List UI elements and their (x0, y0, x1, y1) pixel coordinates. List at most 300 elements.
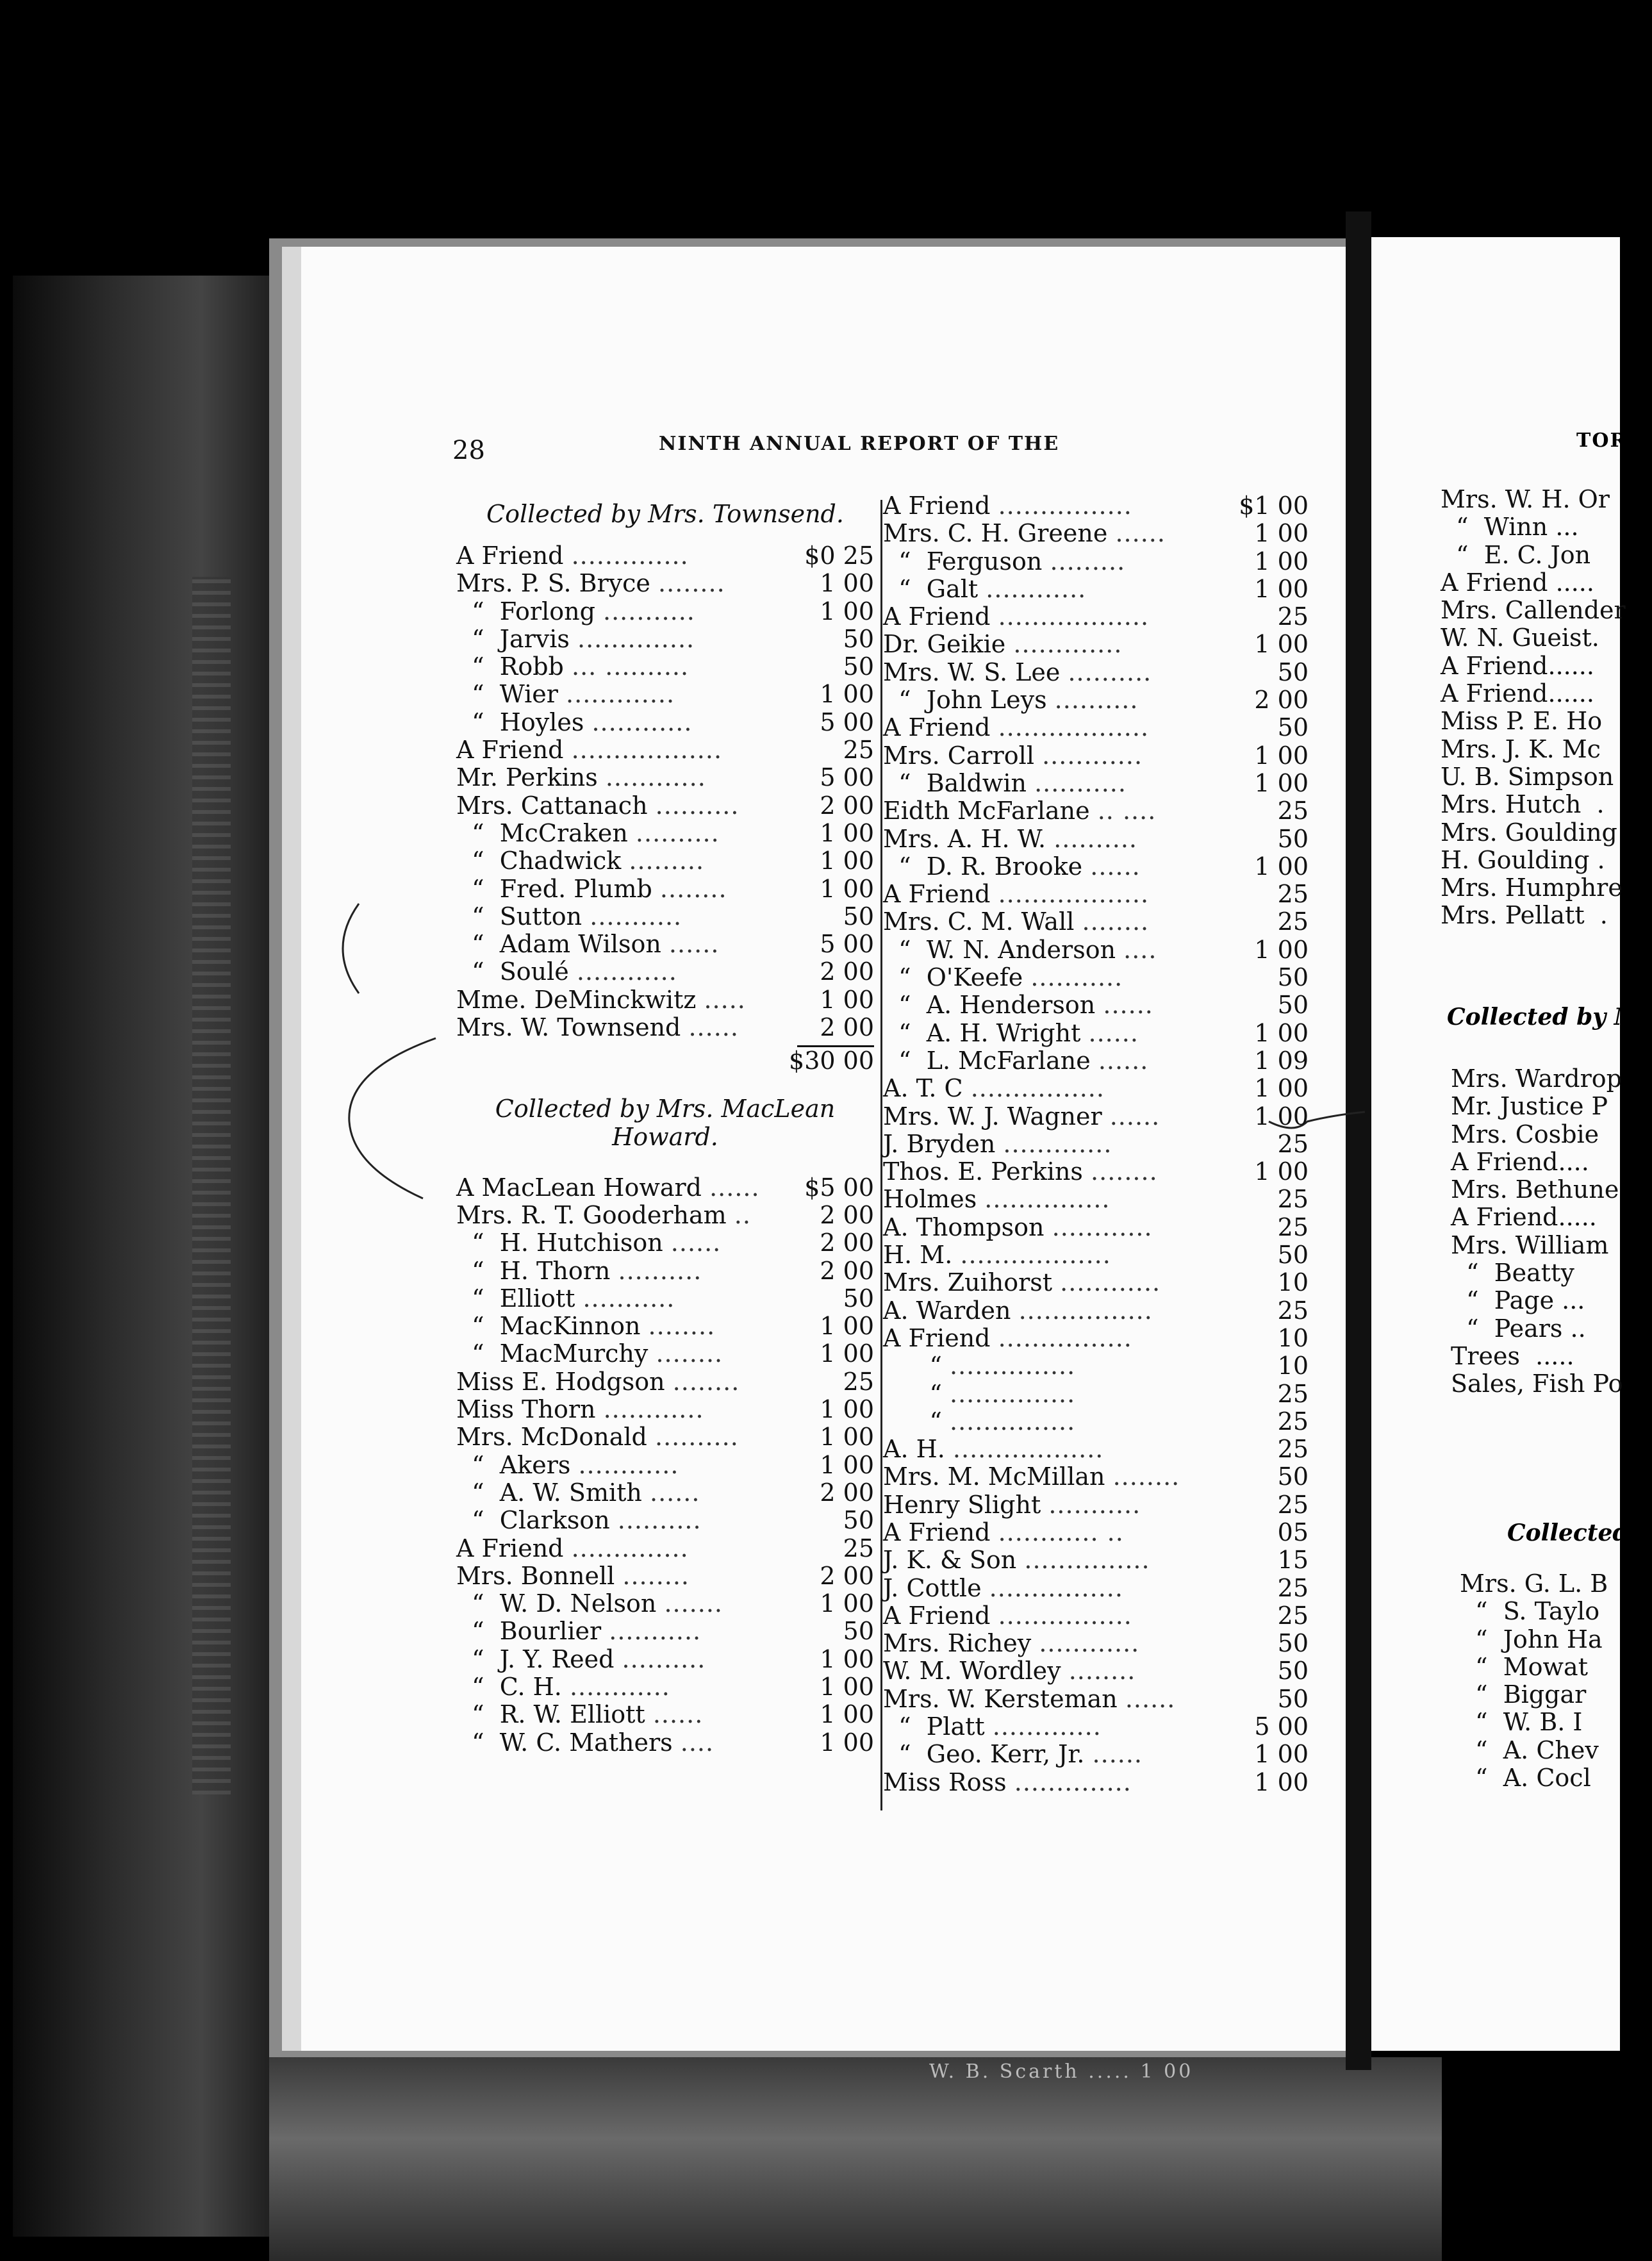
leader-dots: ................ (989, 1573, 1123, 1602)
donor-name-text: Mrs. W. S. Lee (883, 658, 1061, 686)
list-item (456, 709, 874, 736)
leader-dots: ...... (670, 1229, 722, 1257)
donor-name-text: Eidth McFarlane (883, 797, 1090, 825)
list-item: Mrs. Pellatt . (1441, 901, 1608, 930)
list-item: “ W. B. I (1460, 1708, 1583, 1737)
amount: 1 00 (820, 680, 874, 709)
list-item (879, 1463, 1309, 1491)
leader-dots: ...... (668, 930, 720, 959)
donor-name-text: Miss Ross (883, 1768, 1007, 1796)
list-item (879, 1352, 1309, 1380)
list-item (456, 986, 874, 1014)
list-item (456, 1562, 874, 1590)
list-item (879, 1241, 1309, 1269)
leader-dots: .......... (618, 1256, 702, 1285)
amount: $1 00 (1239, 492, 1309, 520)
leader-dots: .................. (998, 713, 1150, 742)
leader-dots: ...... (649, 1478, 700, 1507)
list-item: Mrs. Cosbie (1451, 1120, 1599, 1148)
amount: 50 (1277, 658, 1309, 686)
donor-name-text: “ W. N. Anderson (883, 935, 1116, 964)
donor-name-text: Mrs. M. McMillan (883, 1462, 1105, 1491)
leader-dots: ............... (1024, 1546, 1150, 1575)
leader-dots: ...... (1098, 1046, 1149, 1075)
list-item: “ Mowat (1460, 1652, 1588, 1681)
leader-dots: .......... (1068, 658, 1152, 686)
list-item: Mrs. Humphre (1441, 874, 1623, 902)
list-item (879, 1214, 1309, 1241)
leader-dots: ............... (984, 1185, 1111, 1214)
binding-residue (192, 577, 231, 1794)
list-item: Mrs. W. H. Or (1441, 485, 1610, 513)
donor-name-text: Mrs. Zuihorst (883, 1268, 1053, 1297)
donor-name-text: A Friend (883, 602, 991, 631)
list-item (879, 825, 1309, 853)
donor-name-text: Mrs. Cattanach (456, 791, 648, 820)
leader-dots: ........... (603, 597, 695, 625)
donor-name-text: Mrs. W. J. Wagner (883, 1102, 1102, 1130)
list-item (879, 1685, 1309, 1713)
amount: $5 00 (804, 1173, 874, 1202)
leader-dots: ............ (603, 1395, 704, 1424)
amount: 5 00 (820, 763, 874, 792)
leader-dots: .......... (1053, 824, 1138, 853)
amount: 1 00 (820, 597, 874, 625)
amount: 1 00 (820, 1672, 874, 1701)
list-item: U. B. Simpson (1441, 762, 1614, 791)
amount: 1 09 (1254, 1046, 1309, 1075)
list-item (879, 881, 1309, 908)
list-item (879, 1741, 1309, 1768)
amount: 1 00 (1254, 547, 1309, 576)
list-item (879, 1630, 1309, 1657)
leader-dots: ........... (1048, 1490, 1141, 1519)
list-item: “ A. Chev (1460, 1735, 1599, 1764)
leader-dots: ........ (656, 1339, 723, 1368)
list-item (879, 1020, 1309, 1047)
list-item (879, 797, 1309, 825)
list-item (879, 1769, 1309, 1796)
list-item (456, 875, 874, 903)
list-item (456, 1479, 874, 1507)
page-number: 28 (452, 436, 485, 465)
donor-name-text: Mrs. P. S. Bryce (456, 569, 650, 598)
list-item (456, 653, 874, 681)
leader-dots: ............ (1039, 1629, 1140, 1658)
amount: 1 00 (820, 874, 874, 903)
donor-name-text: “ MacMurchy (456, 1339, 648, 1368)
leader-dots: .......... (655, 791, 739, 820)
amount: 2 00 (820, 1561, 874, 1590)
donor-name-text: “ Hoyles (456, 708, 584, 736)
donor-name-text: J. Bryden (883, 1129, 996, 1158)
amount: 50 (1277, 1629, 1309, 1658)
amount: 50 (843, 624, 874, 653)
list-item: A Friend..... (1451, 1203, 1597, 1232)
amount: 1 00 (1254, 630, 1309, 659)
donor-name-text: “ D. R. Brooke (883, 852, 1083, 881)
list-item (879, 1297, 1309, 1325)
list-item: Mrs. J. K. Mc (1441, 734, 1601, 763)
list-item: Mrs. Goulding (1441, 818, 1617, 847)
amount: 5 00 (820, 708, 874, 736)
leader-dots: ............ (1042, 741, 1143, 770)
list-item (456, 1229, 874, 1257)
donor-name-text: “ Forlong (456, 597, 595, 625)
leader-dots: ...... (1090, 852, 1141, 881)
list-item (879, 936, 1309, 964)
amount: 5 00 (1254, 1712, 1309, 1741)
leader-dots: ........... (1030, 963, 1123, 992)
leader-dots: ........ (1091, 1157, 1158, 1186)
list-item (456, 1174, 874, 1202)
donor-name-text: Mrs. Richey (883, 1629, 1032, 1658)
donor-name-text: “ C. H. (456, 1672, 562, 1701)
donor-name-text: A Friend (883, 1601, 991, 1630)
amount: 10 (1277, 1268, 1309, 1297)
list-item (456, 847, 874, 875)
donor-name-text: J. Cottle (883, 1573, 982, 1602)
amount: 1 00 (1254, 768, 1309, 797)
leader-dots: .............. (571, 1534, 689, 1562)
book-binding (13, 276, 282, 2237)
donor-name-text: “ L. McFarlane (883, 1046, 1091, 1075)
list-item (456, 736, 874, 764)
list-item (879, 853, 1309, 881)
list-item (879, 686, 1309, 714)
leader-dots: ................ (970, 1074, 1105, 1103)
list-item (456, 1452, 874, 1479)
list-item (879, 1657, 1309, 1685)
donor-name-text: “ Galt (883, 574, 979, 603)
list-item (879, 1158, 1309, 1186)
amount: 1 00 (820, 985, 874, 1014)
amount: 1 00 (1254, 1018, 1309, 1047)
amount: 2 00 (820, 1229, 874, 1257)
donor-name-text: Dr. Geikie (883, 630, 1006, 659)
section-heading-cont: Howard. (612, 1122, 718, 1151)
pencil-bracket-marks (320, 897, 449, 1218)
list-item: Sales, Fish Po (1451, 1370, 1623, 1398)
donor-name-text: “ (883, 1407, 942, 1436)
list-item (456, 1014, 874, 1041)
list-item: “ Biggar (1460, 1680, 1587, 1709)
leader-dots: .... (1123, 935, 1157, 964)
list-item: W. N. Gueist. (1441, 624, 1599, 652)
amount: 1 00 (1254, 1768, 1309, 1796)
list-item: “ John Ha (1460, 1625, 1603, 1653)
right-running-header: TOR (1576, 429, 1628, 452)
leader-dots: .......... (1054, 686, 1139, 715)
donor-name-text: “ Elliott (456, 1284, 575, 1313)
donor-name-text: A Friend (456, 542, 564, 570)
list-item: “ Page ... (1451, 1286, 1585, 1315)
leader-dots: ........... (609, 1617, 702, 1646)
amount: 25 (1277, 1185, 1309, 1214)
list-item: Mrs. Callender (1441, 596, 1626, 625)
donor-name-text: J. K. & Son (883, 1546, 1017, 1575)
torn-page-scrap (269, 2057, 1442, 2261)
list-item (879, 631, 1309, 658)
donor-name-text: Mrs. R. T. Gooderham (456, 1200, 727, 1229)
donor-name-text: Mme. DeMinckwitz (456, 985, 697, 1014)
donor-name-text: “ J. Y. Reed (456, 1644, 615, 1673)
list-item (456, 1368, 874, 1396)
donor-name-text: Mrs. McDonald (456, 1423, 647, 1452)
leader-dots: ...... (1092, 1740, 1143, 1769)
list-item: Mrs. Wardrop (1451, 1064, 1623, 1093)
leader-dots: .............. (1014, 1768, 1132, 1796)
amount: 2 00 (820, 1478, 874, 1507)
donor-name-text: “ H. Hutchison (456, 1229, 663, 1257)
donor-name-text: “ Platt (883, 1712, 985, 1741)
leader-dots: .......... (635, 818, 720, 847)
donor-name-text: Miss Thorn (456, 1395, 596, 1424)
amount: 50 (1277, 1462, 1309, 1491)
list-item (879, 1103, 1309, 1130)
list-item (879, 576, 1309, 603)
list-item (879, 1575, 1309, 1602)
donor-name-text: H. M. (883, 1241, 953, 1270)
donor-name-text: “ Ferguson (883, 547, 1043, 576)
leader-dots: ............... (950, 1379, 1076, 1408)
leader-dots: ...... (688, 1013, 739, 1042)
list-item: H. Goulding . (1441, 845, 1605, 874)
leader-dots: ............ (591, 708, 693, 736)
leader-dots: ............ (576, 957, 677, 986)
list-item (879, 1713, 1309, 1741)
list-item (456, 1618, 874, 1645)
amount: 50 (1277, 963, 1309, 992)
amount: 1 00 (1254, 1102, 1309, 1130)
amount: 25 (1277, 1213, 1309, 1241)
donor-name-text: A Friend (883, 713, 991, 742)
leader-dots: ........ (659, 874, 727, 903)
amount: 1 00 (820, 1700, 874, 1729)
donor-name-text: “ Wier (456, 680, 558, 709)
list-item (879, 1408, 1309, 1436)
leader-dots: ......... (1050, 547, 1126, 576)
amount: 25 (1277, 1435, 1309, 1464)
amount: 1 00 (1254, 574, 1309, 603)
donor-name-text: “ Sutton (456, 902, 582, 931)
donor-name-text: Mrs. A. H. W. (883, 824, 1046, 853)
list-item: “ Winn ... (1441, 513, 1579, 542)
donor-name-text: Mrs. C. M. Wall (883, 907, 1075, 936)
donor-name-text: “ Akers (456, 1450, 571, 1479)
leader-dots: ............. (1003, 1129, 1112, 1158)
amount: 1 00 (820, 1450, 874, 1479)
amount: 1 00 (1254, 519, 1309, 548)
amount: 25 (843, 736, 874, 765)
donor-name-text: Mrs. Carroll (883, 741, 1034, 770)
donor-name-text: Miss E. Hodgson (456, 1367, 665, 1396)
leader-dots: ........... (590, 902, 682, 931)
list-item (879, 492, 1309, 520)
leader-dots: .................. (998, 602, 1150, 631)
list-item (456, 1285, 874, 1313)
scrap-text: W. B. Scarth ..... 1 00 (929, 2060, 1194, 2083)
leader-dots: .............. (571, 542, 689, 570)
amount: 25 (1277, 1407, 1309, 1436)
list-item: A Friend...... (1441, 679, 1594, 708)
list-item: Mrs. William (1451, 1230, 1609, 1259)
donor-name-text: Thos. E. Perkins (883, 1157, 1083, 1186)
donor-name-text: “ Fred. Plumb (456, 874, 652, 903)
leader-dots: ..... (704, 985, 746, 1014)
amount: 1 00 (1254, 741, 1309, 770)
leader-dots: .................. (998, 880, 1150, 909)
leader-dots: ............ .. (998, 1518, 1124, 1546)
donor-name-text: “ (883, 1352, 942, 1380)
donor-name-text: A Friend (883, 880, 991, 909)
amount: 50 (1277, 1684, 1309, 1713)
leader-dots: ........... (1034, 768, 1127, 797)
amount: 05 (1277, 1518, 1309, 1546)
leader-dots: ............ (1052, 1213, 1153, 1241)
list-item: Miss P. E. Ho (1441, 707, 1603, 736)
amount: 1 00 (820, 1644, 874, 1673)
list-item: Mrs. Bethune (1451, 1175, 1619, 1204)
amount: 1 00 (820, 1395, 874, 1424)
donor-name-text: “ (883, 1379, 942, 1408)
list-item: A Friend...... (1441, 651, 1594, 680)
amount: 25 (1277, 1296, 1309, 1325)
list-item (879, 603, 1309, 631)
amount: 1 00 (820, 1589, 874, 1618)
list-item (456, 1646, 874, 1673)
amount: 25 (1277, 1129, 1309, 1158)
amount: 50 (843, 902, 874, 931)
amount: 1 00 (1254, 1157, 1309, 1186)
donor-name-text: Mrs. W. Townsend (456, 1013, 681, 1042)
leader-dots: ................ (998, 1323, 1132, 1352)
donor-name-text: “ MacKinnon (456, 1312, 641, 1341)
list-item: Mr. Justice P (1451, 1092, 1608, 1121)
leader-dots: .................. (952, 1435, 1104, 1464)
donor-name-text: Mrs. W. Kersteman (883, 1684, 1118, 1713)
donor-name-text: Mrs. Bonnell (456, 1561, 615, 1590)
leader-dots: .................. (571, 736, 723, 765)
amount: 25 (1277, 880, 1309, 909)
list-item (879, 1602, 1309, 1630)
list-item (879, 1546, 1309, 1574)
list-item (879, 908, 1309, 936)
list-item (456, 1423, 874, 1451)
list-item (456, 764, 874, 791)
list-item (879, 1519, 1309, 1546)
list-item (879, 520, 1309, 547)
leader-dots: ........ (672, 1367, 740, 1396)
donor-name-text: A Friend (883, 1323, 991, 1352)
leader-dots: ............ (578, 1450, 679, 1479)
list-item (456, 681, 874, 708)
donor-name-text: “ Jarvis (456, 624, 570, 653)
list-item: “ A. Cocl (1460, 1764, 1591, 1793)
list-item (879, 1436, 1309, 1463)
right-section-heading: Collected (1507, 1520, 1629, 1546)
list-item (879, 742, 1309, 770)
donor-name-text: “ Chadwick (456, 847, 622, 875)
leader-dots: ... .......... (571, 652, 690, 681)
list-item: “ S. Taylo (1460, 1597, 1600, 1626)
leader-dots: ......... (629, 847, 705, 875)
donor-name-text: “ W. D. Nelson (456, 1589, 657, 1618)
list-item: Mrs. G. L. B (1460, 1569, 1608, 1598)
amount: 50 (843, 1617, 874, 1646)
list-item (879, 659, 1309, 686)
list-item (456, 1507, 874, 1534)
donor-name-text: A. T. C (883, 1074, 963, 1103)
list-item: Mrs. Hutch . (1441, 790, 1605, 819)
donor-name-text: “ A. Henderson (883, 991, 1096, 1020)
donor-name-text: A Friend (883, 492, 991, 520)
list-item (879, 1491, 1309, 1519)
amount: 5 00 (820, 930, 874, 959)
list-item (879, 991, 1309, 1019)
donor-name-text: A. H. (883, 1435, 945, 1464)
list-item (456, 1673, 874, 1701)
leader-dots: ...... (1109, 1102, 1161, 1130)
amount: 1 00 (820, 1423, 874, 1452)
amount: 1 00 (1254, 852, 1309, 881)
donor-name-text: “ R. W. Elliott (456, 1700, 645, 1729)
leader-dots: ...... (652, 1700, 704, 1729)
list-item (879, 1269, 1309, 1296)
donor-name-text: “ A. H. Wright (883, 1018, 1081, 1047)
donor-name-text: Mrs. C. H. Greene (883, 519, 1108, 548)
list-item (879, 1075, 1309, 1102)
running-header: NINTH ANNUAL REPORT OF THE (659, 433, 1060, 455)
leader-dots: ............ (569, 1672, 670, 1701)
list-item (879, 1047, 1309, 1075)
amount: 50 (843, 1506, 874, 1535)
list-item (456, 820, 874, 847)
leader-dots: .......... (622, 1644, 706, 1673)
donor-name-text: A Friend (456, 1534, 564, 1562)
list-item (456, 903, 874, 931)
list-item (456, 1396, 874, 1423)
leader-dots: ....... (664, 1589, 723, 1618)
amount: 1 00 (1254, 1740, 1309, 1769)
list-item (456, 570, 874, 597)
donor-name-text: A MacLean Howard (456, 1173, 702, 1202)
list-item (456, 958, 874, 986)
leader-dots: ............ (605, 763, 706, 792)
amount: 25 (843, 1367, 874, 1396)
leader-dots: .. .... (1097, 797, 1157, 825)
amount: 25 (843, 1534, 874, 1562)
donor-name-text: Henry Slight (883, 1490, 1041, 1519)
donor-name-text: “ A. W. Smith (456, 1478, 642, 1507)
section-total (456, 1047, 874, 1075)
right-section-heading: Collected by Mr (1447, 1004, 1652, 1031)
leader-dots: ........ (658, 569, 725, 598)
amount: 2 00 (820, 1256, 874, 1285)
list-item (879, 548, 1309, 576)
leader-dots: ............... (950, 1407, 1076, 1436)
amount: 10 (1277, 1323, 1309, 1352)
amount: 10 (1277, 1352, 1309, 1380)
amount: 1 00 (820, 1312, 874, 1341)
list-item: Trees ..... (1451, 1341, 1574, 1370)
amount: 1 00 (1254, 1074, 1309, 1103)
donor-name-text: “ Baldwin (883, 768, 1027, 797)
leader-dots: ........ (648, 1312, 716, 1341)
donor-name-text: A. Warden (883, 1296, 1011, 1325)
leader-dots: ............... (950, 1352, 1076, 1380)
list-item (456, 931, 874, 958)
